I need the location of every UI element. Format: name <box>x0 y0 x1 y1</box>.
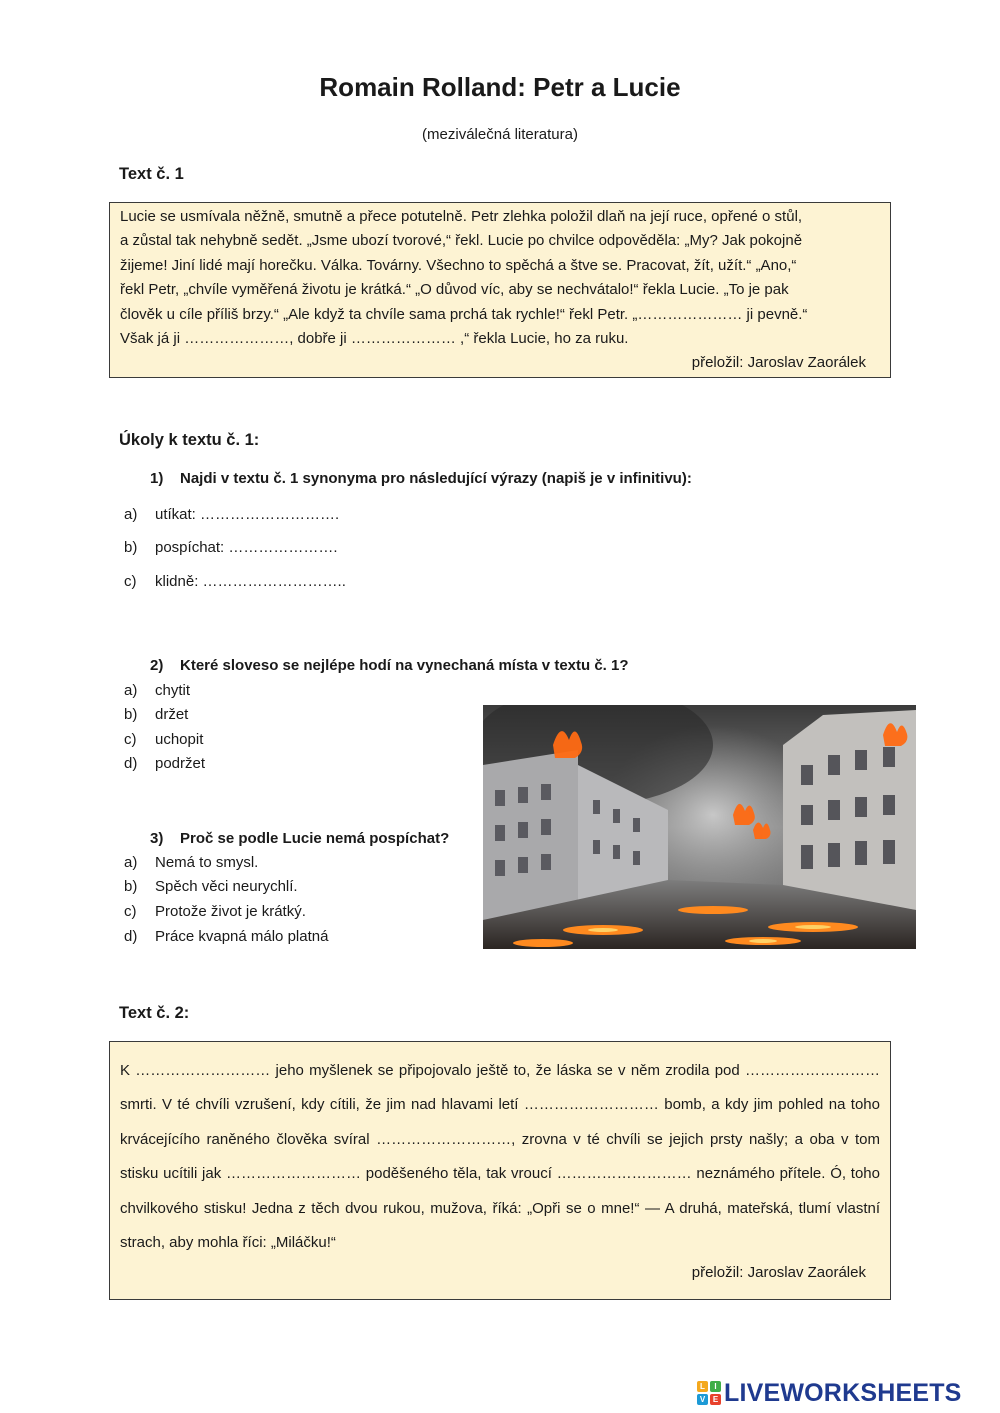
document-subtitle: (meziválečná literatura) <box>422 126 578 143</box>
liveworksheets-logo-mark-icon <box>697 1381 721 1405</box>
tasks-heading: Úkoly k textu č. 1: <box>119 431 260 449</box>
option-text: Práce kvapná málo platná <box>155 928 329 945</box>
option-letter: a) <box>124 506 138 523</box>
document-title: Romain Rolland: Petr a Lucie <box>319 72 681 102</box>
q3-option-c[interactable] <box>124 903 306 920</box>
text2-credit: přeložil: Jaroslav Zaorálek <box>691 1264 866 1282</box>
logo-mark-letter: L <box>697 1381 708 1392</box>
option-letter: d) <box>124 755 138 772</box>
text1-credit: přeložil: Jaroslav Zaorálek <box>691 354 866 372</box>
q1-option-c[interactable] <box>124 573 346 590</box>
burning-city-illustration <box>483 705 916 949</box>
option-text: podržet <box>155 755 206 772</box>
question-3 <box>150 830 449 847</box>
liveworksheets-logo-text: LIVEWORKSHEETS <box>724 1378 962 1407</box>
text2-box <box>109 1041 891 1300</box>
text1-line: člověk u cíle příliš brzy.“ „Ale když ta chvíle sama prchá tak rychle!“ řekl Petr. „………………… ji pevně.“ <box>120 305 808 323</box>
question-text: Proč se podle Lucie nemá pospíchat? <box>180 830 450 847</box>
option-letter: a) <box>124 682 138 699</box>
option-text: Nemá to smysl. <box>155 854 259 871</box>
option-letter: d) <box>124 928 138 945</box>
text2-heading: Text č. 2: <box>119 1004 190 1022</box>
q3-option-a[interactable] <box>124 854 258 871</box>
question-2 <box>150 657 629 674</box>
option-letter: b) <box>124 539 138 556</box>
question-number: 2) <box>150 657 164 674</box>
text1-line: a zůstal tak nehybně sedět. „Jsme ubozí tvorové,“ řekl. Lucie po chvilce odpověděla: „My? Jak pokojně <box>120 232 803 250</box>
text1-line: Však já ji …………………, dobře ji ………………… ,“ řekla Lucie, ho za ruku. <box>120 330 629 348</box>
logo-mark-letter: I <box>710 1381 721 1392</box>
option-text: chytit <box>155 682 191 699</box>
option-letter: a) <box>124 854 138 871</box>
option-letter: c) <box>124 731 137 748</box>
q2-option-d[interactable] <box>124 755 205 772</box>
option-text: Protože život je krátký. <box>155 903 306 920</box>
option-letter: b) <box>124 706 138 723</box>
option-text: držet <box>155 706 189 723</box>
question-number: 3) <box>150 830 164 847</box>
q3-option-d[interactable] <box>124 928 328 945</box>
option-text: pospíchat: …………………. <box>155 539 338 556</box>
text1-box <box>109 202 891 378</box>
option-letter: b) <box>124 878 138 895</box>
q1-option-b[interactable] <box>124 539 338 556</box>
question-text: Které sloveso se nejlépe hodí na vynechaná místa v textu č. 1? <box>180 657 629 674</box>
option-text: uchopit <box>155 731 204 748</box>
option-text: Spěch věci neurychlí. <box>155 878 298 895</box>
option-letter: c) <box>124 903 137 920</box>
q2-option-b[interactable] <box>124 706 188 723</box>
text1-heading: Text č. 1 <box>119 165 184 183</box>
liveworksheets-logo <box>697 1375 962 1411</box>
text1-line: řekl Petr, „chvíle vyměřená životu je krátká.“ „O důvod víc, aby se nechvátalo!“ řekla Lucie. „To je pak <box>120 281 789 299</box>
text1-line: Lucie se usmívala něžně, smutně a přece potutelně. Petr zlehka položil dlaň na její ruce, opřené o stůl, <box>120 208 803 225</box>
logo-mark-letter: V <box>697 1394 708 1405</box>
option-letter: c) <box>124 573 137 590</box>
option-text: utíkat: ………………………. <box>155 506 340 523</box>
q1-option-a[interactable] <box>124 506 339 523</box>
text1-line: žijeme! Jiní lidé mají horečku. Válka. Továrny. Všechno to spěchá a štve se. Pracovat, žít, užít.“ „Ano,“ <box>120 256 797 274</box>
question-text: Najdi v textu č. 1 synonyma pro následující výrazy (napiš je v infinitivu): <box>180 470 692 487</box>
q2-option-c[interactable] <box>124 731 203 748</box>
q3-option-b[interactable] <box>124 878 298 895</box>
question-1 <box>150 470 692 487</box>
question-number: 1) <box>150 470 164 487</box>
text2-paragraph: K ……………………… jeho myšlenek se připojovalo ještě to, že láska se v něm zrodila pod ……………………… smrti. V té chvíli vzrušení, kdy cítili, že jim nad hlavami letí ……………………… bomb, a kdy jim pohled na toho krvácejícího raněného člověka svíral ………………………, zrovna v té chvíli se jejich prsty našly; a oba v tom stisku ucítili jak ……………………… poděšeného těla, tak vroucí ……………………… neznámého přítele. Ó, toho chvilkového stisku! Jedna z těch dvou rukou, mužova, říká: „Opři se o mne!“ — A druhá, mateřská, tlumí vlastní strach, aby mohla říci: „Miláčku!“ <box>120 1062 880 1252</box>
option-text: klidně: ……………………….. <box>155 573 346 590</box>
burning-city-photo <box>483 705 916 949</box>
q2-option-a[interactable] <box>124 682 190 699</box>
logo-mark-letter: E <box>710 1394 721 1405</box>
